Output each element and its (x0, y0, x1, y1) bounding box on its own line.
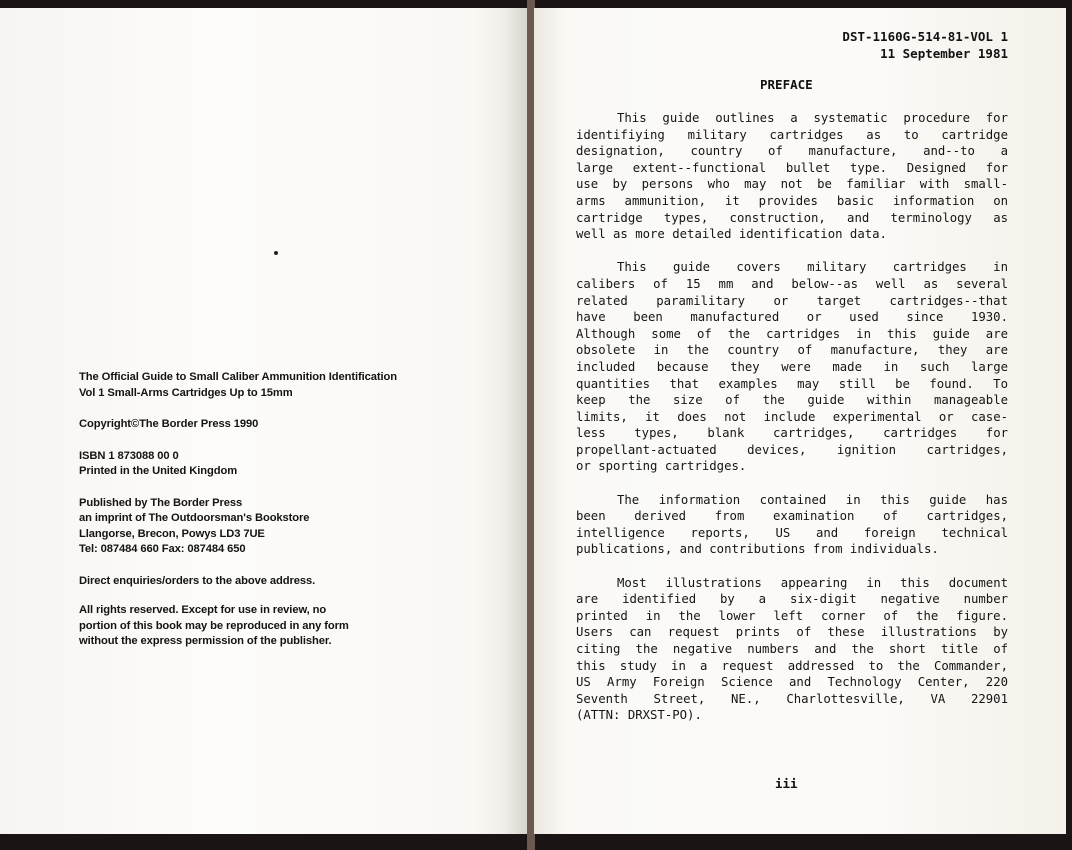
document-number: DST-1160G-514-81-VOL 1 (842, 29, 1008, 44)
text-line: Although some of the cartridges in this guide are (576, 326, 1008, 341)
text-line: or sporting cartridges. (576, 459, 747, 474)
text-line: intelligence reports, US and foreign technical (576, 525, 1008, 540)
text-line: are identified by a six-digit negative number (576, 592, 1008, 607)
page-number: iii (775, 776, 798, 791)
text-line: Seventh Street, NE., Charlottesville, VA 22901 (576, 691, 1008, 706)
document-date: 11 September 1981 (880, 46, 1008, 61)
book-subtitle: Vol 1 Small-Arms Cartridges Up to 15mm (79, 386, 293, 399)
text-line: publications, and contributions from individuals. (576, 542, 939, 557)
preface-heading: PREFACE (760, 77, 813, 92)
imprint-block (79, 370, 459, 666)
text-line: The information contained in this guide has (617, 492, 1008, 507)
text-line: quantities that examples may still be found. To (576, 376, 1008, 391)
text-line: included because they were made in such large (576, 359, 1008, 374)
rights-line: portion of this book may be reproduced in any form (79, 619, 349, 632)
text-line: This guide covers military cartridges in (617, 260, 1008, 275)
preface-body (576, 110, 1008, 741)
text-line: US Army Foreign Science and Technology Center, 220 (576, 675, 1008, 690)
text-line: arms ammunition, it provides basic information on (576, 193, 1008, 208)
publisher-line: Published by The Border Press (79, 496, 243, 509)
text-line: well as more detailed identification data. (576, 227, 887, 242)
text-line: identifiying military cartridges as to cartridge (576, 127, 1008, 142)
isbn-line: ISBN 1 873088 00 0 (79, 449, 179, 462)
rights-line: without the express permission of the publisher. (79, 635, 332, 647)
text-line: less types, blank cartridges, cartridges for (576, 426, 1008, 441)
text-line: citing the negative numbers and the short title of (576, 642, 1008, 656)
isbn-block (79, 449, 459, 480)
text-line: cartridge types, construction, and terminology as (576, 210, 1008, 225)
preface-paragraph (576, 575, 1008, 724)
copyright-line: Copyright©The Border Press 1990 (79, 418, 259, 430)
document-header (842, 28, 1008, 62)
publisher-block (79, 496, 459, 558)
text-line: related paramilitary or target cartridges--that (576, 293, 1008, 308)
text-line: propellant-actuated devices, ignition cartridges, (576, 442, 1008, 457)
imprint-line: an imprint of The Outdoorsman's Bookstore (79, 512, 310, 524)
text-line: have been manufactured or used since 1930. (576, 310, 1008, 325)
phone-fax-line: Tel: 087484 660 Fax: 087484 650 (79, 543, 246, 555)
text-line: designation, country of manufacture, and--to a (576, 144, 1008, 159)
text-line: this study in a request addressed to the Commander, (576, 658, 1008, 673)
text-line: This guide outlines a systematic procedure for (617, 111, 1008, 125)
preface-paragraph (576, 110, 1008, 243)
book-title: The Official Guide to Small Caliber Ammunition Identification (79, 371, 397, 383)
text-line: been derived from examination of cartridges, (576, 509, 1008, 524)
printed-in-line: Printed in the United Kingdom (79, 465, 238, 477)
text-line: Users can request prints of these illustrations by (576, 625, 1008, 640)
text-line: limits, it does not include experimental or case- (576, 409, 1008, 424)
copyright-block (79, 417, 459, 433)
rights-block (79, 603, 459, 650)
address-line: Llangorse, Brecon, Powys LD3 7UE (79, 527, 265, 540)
enquiries-line: Direct enquiries/orders to the above address. (79, 574, 316, 587)
text-line: calibers of 15 mm and below--as well as several (576, 276, 1008, 291)
preface-paragraph (576, 492, 1008, 558)
text-line: printed in the lower left corner of the figure. (576, 608, 1008, 623)
preface-paragraph (576, 259, 1008, 475)
text-line: use by persons who may not be familiar with small- (576, 177, 1008, 192)
text-line: obsolete in the country of manufacture, they are (576, 343, 1008, 358)
enquiries-block (79, 574, 459, 590)
text-line: large extent--functional bullet type. Designed for (576, 160, 1008, 175)
left-page (0, 8, 529, 834)
text-line: Most illustrations appearing in this document (617, 575, 1008, 590)
text-line: keep the size of the guide within manageable (576, 393, 1008, 408)
rights-line: All rights reserved. Except for use in review, no (79, 604, 327, 616)
ink-speck (274, 251, 278, 255)
book-title-block (79, 370, 459, 401)
text-line: (ATTN: DRXST-PO). (576, 708, 702, 723)
gutter-shadow (505, 8, 527, 834)
